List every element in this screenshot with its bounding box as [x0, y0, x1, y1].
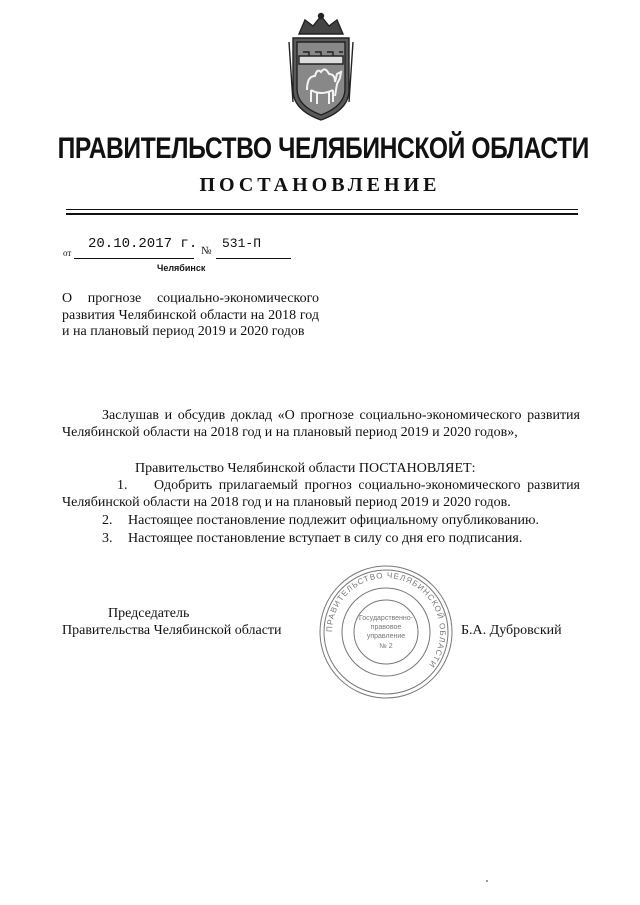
item-number: 1. [117, 478, 128, 493]
item-text: Одобрить прилагаемый прогноз социально-экономического развития Челябинской области на 2018 год и на плановый период 2019 и 2020 годов. [62, 478, 580, 510]
item-number: 2. [102, 513, 113, 528]
coat-of-arms-icon [285, 12, 357, 124]
seal-center-line: Государственно- [358, 615, 414, 622]
seal-center-line: управление [366, 633, 406, 640]
item-text: Настоящее постановление подлежит официальному опубликованию. [128, 513, 539, 528]
document-date: 20.10.2017 г. [88, 236, 198, 252]
document-subject: О прогнозе социально-экономического развития Челябинской области на 2018 год и на плановый период 2019 и 2020 годов [62, 291, 319, 339]
scan-speck [486, 880, 488, 882]
header-divider [66, 209, 578, 210]
resolve-statement: Правительство Челябинской области ПОСТАНОВЛЯЕТ: [135, 461, 476, 476]
signer-organization: Правительства Челябинской области [62, 623, 282, 638]
header-divider-thick [66, 213, 578, 215]
issue-city: Челябинск [157, 263, 206, 273]
item-number: 3. [102, 531, 113, 546]
date-underline [74, 258, 194, 259]
number-prefix: № [201, 245, 212, 257]
number-underline [216, 258, 291, 259]
list-item [62, 478, 580, 511]
seal-ring-text: ПРАВИТЕЛЬСТВО ЧЕЛЯБИНСКОЙ ОБЛАСТИ [324, 570, 448, 670]
item-text: Настоящее постановление вступает в силу со дня его подписания. [128, 531, 523, 546]
preamble-paragraph: Заслушав и обсудив доклад «О прогнозе социально-экономического развития Челябинской области на 2018 год и на плановый период 2019 и 2020 годов», [62, 408, 580, 440]
signer-title: Председатель [108, 606, 190, 621]
organization-title: ПРАВИТЕЛЬСТВО ЧЕЛЯБИНСКОЙ ОБЛАСТИ [57, 132, 589, 165]
seal-center-line: правовое [370, 624, 402, 631]
signer-name: Б.А. Дубровский [461, 623, 562, 638]
document-type: ПОСТАНОВЛЕНИЕ [199, 174, 441, 196]
official-seal-stamp [316, 562, 456, 702]
date-prefix: от [63, 248, 72, 258]
document-number: 531-П [222, 236, 262, 251]
seal-center-line: № 2 [379, 643, 393, 650]
